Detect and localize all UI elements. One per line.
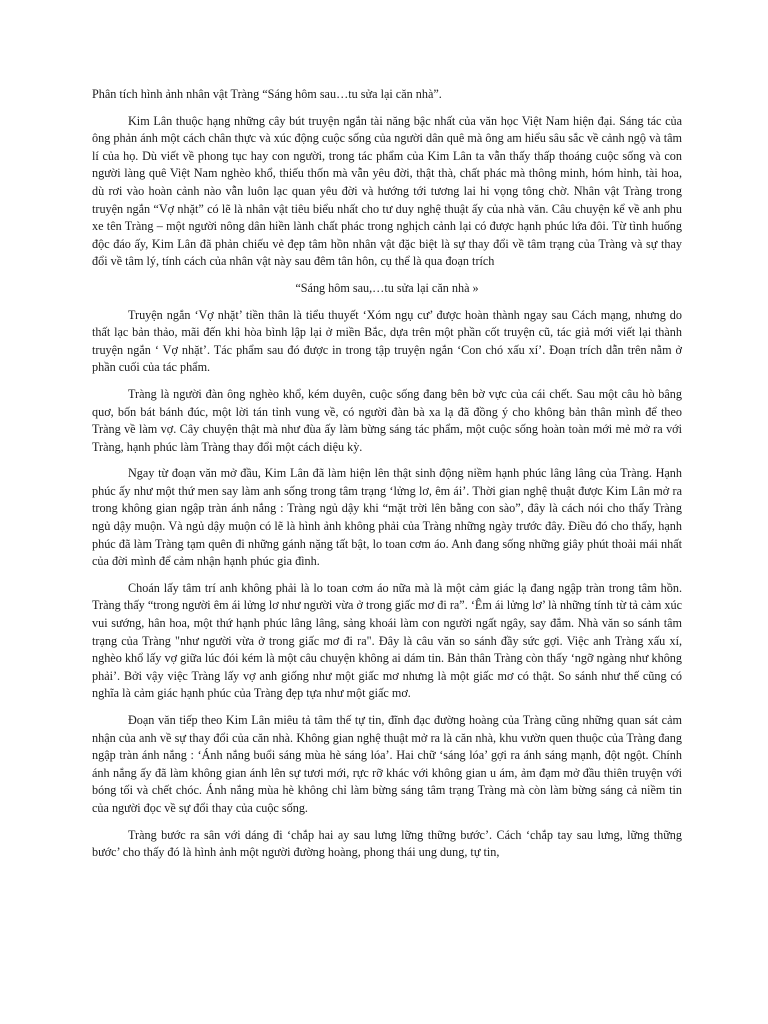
paragraph-6: Đoạn văn tiếp theo Kim Lân miêu tả tâm thế tự tin, đĩnh đạc đường hoàng của Tràng cũng những quan sát cảm nhận của anh về sự thay đổi của căn nhà. Không gian nghệ thuật mở ra là căn nhà, khu vườn quen thuộc của Tràng đang ngập tràn ánh nắng : ‘Ánh nắng buổi sáng mùa hè sáng lóa’. Hai chữ ‘sáng lóa’ gợi ra ánh sáng mạnh, đột ngột. Chính ánh nắng ấy đã làm không gian ánh lên sự tươi mới, rực rỡ khác với không gian u ám, ảm đạm mở đầu thiên truyện với bóng tối và chết chóc. Ánh nắng mùa hè không chỉ làm bừng sáng tâm trạng Tràng mà còn làm bừng sáng cả niềm tin của người đọc về sự đổi thay của cuộc sống. xyxy=(92,713,682,815)
paragraph-3: Tràng là người đàn ông nghèo khổ, kém duyên, cuộc sống đang bên bờ vực của cái chết. Sau một câu hò bâng quơ, bốn bát bánh đúc, một lời tán tỉnh vung về, có người đàn bà xa lạ đã đồng ý cho không bản thân mình để theo Tràng về làm vợ. Cây chuyện thật mà như đùa ấy làm bừng sáng tác phẩm, một cuộc sống hoàn toàn mới mẻ mở ra với Tràng, hạnh phúc làm Tràng thay đổi một cách diệu kỳ. xyxy=(92,386,682,454)
paragraph-5: Choán lấy tâm trí anh không phải là lo toan cơm áo nữa mà là một cảm giác lạ đang ngập tràn trong tâm hồn. Tràng thấy “trong người êm ái lửng lơ như người vừa ở trong giấc mơ đi ra”. ‘Êm ái lửng lơ’ là những tính từ tả cảm xúc vui sướng, hân hoa, một thứ hạnh phúc lâng lâng, sảng khoái làm con người ngất ngây, say đắm. Nhà văn so sánh tâm trạng của Tràng "như người vừa ở trong giấc mơ đi ra". Đây là câu văn so sánh đầy sức gợi. Việc anh Tràng xấu xí, nghèo khổ lấy vợ giữa lúc đói kém là một câu chuyện không ai dám tin. Bản thân Tràng còn thấy ‘ngỡ ngàng như không phải’. Bởi vậy việc Tràng lấy vợ anh giống như một giấc mơ nhưng là một giấc mơ có thật. So sánh như thế cũng có nghĩa là cảm giác hạnh phúc của Tràng đẹp tựa như một giấc mơ. xyxy=(92,580,682,701)
excerpt-heading: “Sáng hôm sau,…tu sửa lại căn nhà » xyxy=(295,280,479,295)
paragraph-2: Truyện ngắn ‘Vợ nhặt’ tiền thân là tiểu thuyết ‘Xóm ngụ cư’ được hoàn thành ngay sau Cách mạng, nhưng do thất lạc bản thảo, mãi đến khi hòa bình lập lại ở miền Bắc, dựa trên một phần cốt truyện cũ, tác giả mới viết lại thành truyện ngắn ‘ Vợ nhặt’. Tác phẩm sau đó được in trong tập truyện ngắn ‘Con chó xấu xí’. Đoạn trích dẫn trên nằm ở phần cuối của tác phẩm. xyxy=(92,307,682,375)
paragraph-7: Tràng bước ra sân với dáng đi ‘chắp hai ay sau lưng lững thững bước’. Cách ‘chắp tay sau lưng, lững thững bước’ cho thấy đó là hình ảnh một người đường hoàng, phong thái ung dung, tự tin, xyxy=(92,827,682,860)
document-page xyxy=(92,86,682,871)
paragraph-4: Ngay từ đoạn văn mở đầu, Kim Lân đã làm hiện lên thật sinh động niềm hạnh phúc lâng lâng của Tràng. Hạnh phúc ấy như một thứ men say làm anh sống trong tâm trạng ‘lửng lơ, êm ái’. Thời gian nghệ thuật được Kim Lân mở ra trong không gian ngập tràn ánh nắng : Tràng ngủ dậy khi “mặt trời lên bằng con sào”, đây là cách nói cho thấy Tràng ngủ dậy muộn. Và ngủ dậy muộn có lẽ là hình ảnh không phải của Tràng những ngày trước đây. Điều đó cho thấy, hạnh phúc đã làm Tràng tạm quên đi những gánh nặng tất bật, lo toan cơm áo. Anh đang sống những giây phút thoải mái nhất của đời mình để cảm nhận hạnh phúc gia đình. xyxy=(92,466,682,569)
paragraph-1: Kim Lân thuộc hạng những cây bút truyện ngắn tài năng bậc nhất của văn học Việt Nam hiện đại. Sáng tác của ông phản ánh một cách chân thực và xúc động cuộc sống của người dân quê mà ông am hiểu sâu sắc về cảnh ngộ và tâm lí của họ. Dù viết về phong tục hay con người, trong tác phẩm của Kim Lân ta vẫn thấy thấp thoáng cuộc sống và con người làng quê Việt Nam nghèo khổ, thiếu thốn mà vẫn yêu đời, thật thà, chất phác mà thông minh, hóm hỉnh, tài hoa, dù rơi vào hoàn cảnh nào vẫn luôn lạc quan yêu đời và hướng tới tương lai hi vọng tông chờ. Nhân vật Tràng trong truyện ngắn “Vợ nhặt” có lẽ là nhân vật tiêu biểu nhất cho tư duy nghệ thuật ấy của nhà văn. Câu chuyện kể về anh phu xe tên Tràng – một người nông dân hiền lành chất phác trong nghịch cảnh lại có được hạnh phúc lứa đôi. Từ tình huống độc đáo ấy, Kim Lân đã phản chiếu vẻ đẹp tâm hồn nhân vật đặc biệt là sự thay đổi về tâm trạng của Tràng và sự thay đổi về tâm lý, tính cách của nhân vật này sau đêm tân hôn, cụ thể là qua đoạn trích xyxy=(92,113,682,269)
document-title: Phân tích hình ảnh nhân vật Tràng “Sáng hôm sau…tu sửa lại căn nhà”. xyxy=(92,87,442,101)
